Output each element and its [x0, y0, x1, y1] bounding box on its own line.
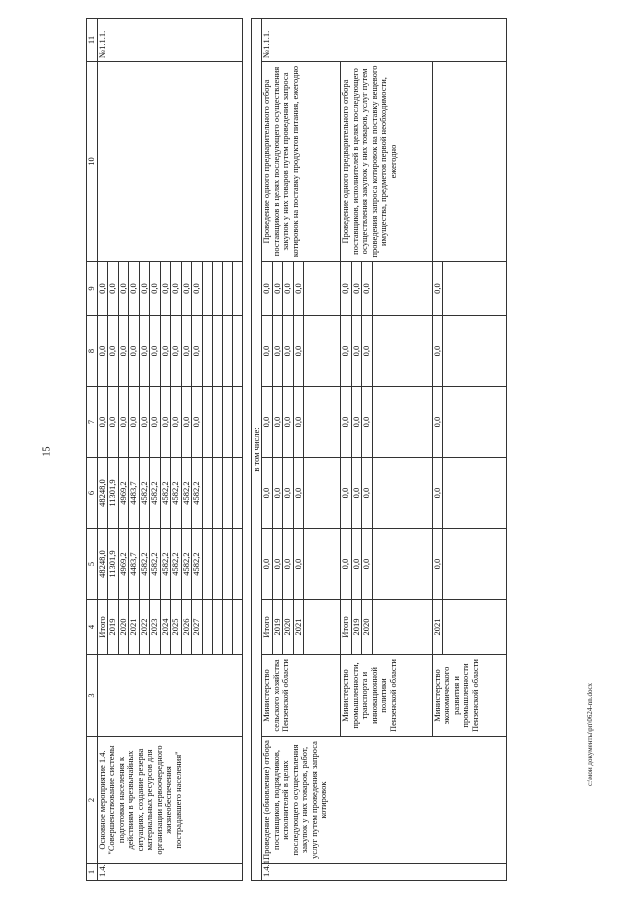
- empty-cell: [232, 600, 242, 655]
- empty-cell: [212, 600, 222, 655]
- empty-cell: [304, 387, 341, 458]
- value-cell: 0,0: [262, 529, 273, 600]
- table-row: [97, 19, 108, 881]
- value-cell: 0,0: [362, 529, 373, 600]
- value-cell: 0,0: [362, 458, 373, 529]
- executor-cell: Министерство сельского хозяйства Пензенской области: [262, 655, 341, 737]
- empty-cell: [232, 529, 242, 600]
- file-path-footer: c:\мои документы\рп\0624-nn.docx: [586, 682, 594, 786]
- value-cell: 0,0: [341, 529, 352, 600]
- value-cell: 0,0: [150, 316, 161, 387]
- value-cell: 48248,0: [97, 529, 108, 600]
- value-cell: 11301,9: [108, 529, 119, 600]
- value-cell: 0,0: [351, 316, 362, 387]
- value-cell: 4582,2: [150, 529, 161, 600]
- value-cell: 0,0: [432, 387, 443, 458]
- result-cell: Проведение одного предварительного отбора поставщиков в целях последующего осуществления закупок у них товаров путем проведения запроса котировок на поставку продуктов питания, ежегодно: [262, 62, 341, 262]
- value-cell: 4582,2: [192, 529, 203, 600]
- value-cell: 2027: [192, 600, 203, 655]
- event-name: Основное мероприятие 1.4. "Совершенствование системы подготовки населения к действиям в чрезвычайных ситуациях, создание резерва материальных ресурсов для организации первоочередного жизнеобеспечения пострадавшего населения": [97, 737, 242, 864]
- empty-cell: [372, 529, 432, 600]
- empty-cell: [212, 458, 222, 529]
- value-cell: 0,0: [129, 316, 140, 387]
- value-cell: 0,0: [150, 387, 161, 458]
- value-cell: 2024: [160, 600, 171, 655]
- col-header: 3: [87, 655, 98, 737]
- value-cell: 2021: [432, 600, 443, 655]
- indicator-cell: №1.1.1.: [97, 19, 242, 62]
- value-cell: 0,0: [362, 387, 373, 458]
- row-number: 1.4.1.: [262, 864, 507, 881]
- empty-cell: [304, 316, 341, 387]
- empty-cell: [202, 529, 212, 600]
- value-cell: 0,0: [432, 529, 443, 600]
- value-cell: 0,0: [118, 316, 129, 387]
- value-cell: 2023: [150, 600, 161, 655]
- executor-cell: Министерство промышленности, транспорта и инновационной политики Пензенской области: [341, 655, 433, 737]
- spacer: [242, 19, 251, 881]
- value-cell: 2019: [351, 600, 362, 655]
- value-cell: 0,0: [192, 262, 203, 316]
- value-cell: 4483,7: [129, 529, 140, 600]
- empty-cell: [304, 600, 341, 655]
- value-cell: 0,0: [129, 262, 140, 316]
- empty-cell: [222, 262, 232, 316]
- value-cell: 0,0: [283, 262, 294, 316]
- value-cell: 0,0: [272, 387, 283, 458]
- value-cell: 4582,2: [181, 458, 192, 529]
- col-header: 8: [87, 316, 98, 387]
- value-cell: 0,0: [293, 458, 304, 529]
- value-cell: 0,0: [283, 529, 294, 600]
- empty-cell: [222, 458, 232, 529]
- value-cell: 4582,2: [139, 458, 150, 529]
- value-cell: 0,0: [171, 387, 182, 458]
- value-cell: 2020: [283, 600, 294, 655]
- value-cell: 4582,2: [171, 529, 182, 600]
- empty-cell: [232, 458, 242, 529]
- value-cell: 0,0: [108, 262, 119, 316]
- value-cell: 0,0: [262, 262, 273, 316]
- empty-cell: [304, 529, 341, 600]
- col-header: 10: [87, 62, 98, 262]
- value-cell: 0,0: [139, 316, 150, 387]
- result-cell: [97, 62, 242, 262]
- value-cell: 4582,2: [192, 458, 203, 529]
- event-name: Проведение (обновление) отбора поставщиков, подрядчиков, исполнителей в целях последующего осуществления закупок у них товаров, работ, услуг путем проведения запроса котировок: [262, 737, 507, 864]
- value-cell: 0,0: [293, 262, 304, 316]
- value-cell: Итого: [97, 600, 108, 655]
- in-total-label: в том числе:: [251, 19, 262, 881]
- value-cell: 0,0: [262, 458, 273, 529]
- value-cell: 0,0: [293, 316, 304, 387]
- empty-cell: [202, 316, 212, 387]
- value-cell: 0,0: [171, 262, 182, 316]
- value-cell: 0,0: [351, 529, 362, 600]
- col-header: 6: [87, 458, 98, 529]
- empty-cell: [232, 262, 242, 316]
- value-cell: 2020: [362, 600, 373, 655]
- value-cell: 2021: [293, 600, 304, 655]
- value-cell: 0,0: [192, 316, 203, 387]
- empty-cell: [222, 529, 232, 600]
- section-1-4: [97, 19, 242, 881]
- empty-cell: [222, 600, 232, 655]
- value-cell: Итого: [262, 600, 273, 655]
- value-cell: 4582,2: [150, 458, 161, 529]
- empty-cell: [372, 600, 432, 655]
- col-header: 4: [87, 600, 98, 655]
- value-cell: 0,0: [293, 529, 304, 600]
- value-cell: 0,0: [432, 262, 443, 316]
- col-header: 7: [87, 387, 98, 458]
- empty-cell: [443, 458, 507, 529]
- executor-cell: Министерство экономического развития и промышленности Пензенской области: [432, 655, 507, 737]
- value-cell: 0,0: [351, 262, 362, 316]
- empty-cell: [212, 387, 222, 458]
- value-cell: 0,0: [160, 387, 171, 458]
- row-number: 1.4.: [97, 864, 242, 881]
- value-cell: 4582,2: [160, 529, 171, 600]
- value-cell: 0,0: [283, 458, 294, 529]
- in-total-row: [251, 19, 262, 881]
- value-cell: 2020: [118, 600, 129, 655]
- value-cell: 0,0: [341, 316, 352, 387]
- empty-cell: [443, 529, 507, 600]
- empty-cell: [222, 387, 232, 458]
- value-cell: 4969,2: [118, 458, 129, 529]
- value-cell: 0,0: [341, 262, 352, 316]
- empty-cell: [212, 529, 222, 600]
- value-cell: 0,0: [351, 458, 362, 529]
- value-cell: 0,0: [139, 262, 150, 316]
- value-cell: Итого: [341, 600, 352, 655]
- empty-cell: [202, 600, 212, 655]
- col-header: 5: [87, 529, 98, 600]
- empty-cell: [443, 387, 507, 458]
- value-cell: 0,0: [97, 316, 108, 387]
- result-cell: Проведение одного предварительного отбора поставщиков, исполнителей в целях последующего осуществления закупок у них товаров, услуг путем проведения запроса котировок на поставку вещевого имущества, предметов первой необходимости, ежегодно: [341, 62, 433, 262]
- value-cell: 2026: [181, 600, 192, 655]
- col-header: 1: [87, 864, 98, 881]
- header-row: [87, 19, 98, 881]
- value-cell: 48248,0: [97, 458, 108, 529]
- value-cell: 0,0: [362, 262, 373, 316]
- table-row: [262, 19, 273, 881]
- value-cell: 4582,2: [139, 529, 150, 600]
- value-cell: 0,0: [272, 529, 283, 600]
- empty-cell: [232, 316, 242, 387]
- value-cell: 0,0: [97, 387, 108, 458]
- executor-cell: [97, 655, 242, 737]
- empty-cell: [202, 458, 212, 529]
- value-cell: 0,0: [362, 316, 373, 387]
- value-cell: 0,0: [181, 262, 192, 316]
- value-cell: 0,0: [181, 387, 192, 458]
- value-cell: 4483,7: [129, 458, 140, 529]
- value-cell: 11301,9: [108, 458, 119, 529]
- value-cell: 0,0: [139, 387, 150, 458]
- value-cell: 0,0: [118, 262, 129, 316]
- value-cell: 0,0: [283, 316, 294, 387]
- empty-cell: [304, 262, 341, 316]
- value-cell: 4582,2: [181, 529, 192, 600]
- empty-cell: [212, 316, 222, 387]
- value-cell: 0,0: [341, 458, 352, 529]
- value-cell: 0,0: [272, 262, 283, 316]
- value-cell: 0,0: [192, 387, 203, 458]
- value-cell: 0,0: [283, 387, 294, 458]
- value-cell: 0,0: [341, 387, 352, 458]
- value-cell: 2021: [129, 600, 140, 655]
- budget-table: [86, 18, 507, 881]
- value-cell: 0,0: [118, 387, 129, 458]
- empty-cell: [372, 387, 432, 458]
- value-cell: 0,0: [272, 458, 283, 529]
- value-cell: 0,0: [129, 387, 140, 458]
- value-cell: 0,0: [262, 316, 273, 387]
- value-cell: 4582,2: [160, 458, 171, 529]
- page-number: 15: [41, 446, 53, 457]
- value-cell: 0,0: [432, 316, 443, 387]
- empty-cell: [304, 458, 341, 529]
- value-cell: 2019: [272, 600, 283, 655]
- value-cell: 2022: [139, 600, 150, 655]
- empty-cell: [222, 316, 232, 387]
- value-cell: 2019: [108, 600, 119, 655]
- value-cell: 0,0: [293, 387, 304, 458]
- indicator-cell: №1.1.1.: [262, 19, 507, 62]
- col-header: 2: [87, 737, 98, 864]
- empty-cell: [372, 458, 432, 529]
- empty-cell: [202, 262, 212, 316]
- value-cell: 0,0: [108, 387, 119, 458]
- empty-cell: [372, 262, 432, 316]
- value-cell: 2025: [171, 600, 182, 655]
- rotated-table-container: [86, 19, 630, 881]
- empty-cell: [202, 387, 212, 458]
- col-header: 9: [87, 262, 98, 316]
- empty-cell: [232, 387, 242, 458]
- value-cell: 0,0: [432, 458, 443, 529]
- col-header: 11: [87, 19, 98, 62]
- empty-cell: [372, 316, 432, 387]
- value-cell: 0,0: [97, 262, 108, 316]
- empty-cell: [443, 600, 507, 655]
- empty-cell: [443, 262, 507, 316]
- value-cell: 0,0: [181, 316, 192, 387]
- value-cell: 4582,2: [171, 458, 182, 529]
- value-cell: 0,0: [262, 387, 273, 458]
- section-1-4-1: [262, 19, 507, 881]
- value-cell: 0,0: [171, 316, 182, 387]
- value-cell: 0,0: [108, 316, 119, 387]
- value-cell: 0,0: [351, 387, 362, 458]
- empty-cell: [443, 316, 507, 387]
- value-cell: 4969,2: [118, 529, 129, 600]
- value-cell: 0,0: [150, 262, 161, 316]
- result-cell: [432, 62, 507, 262]
- empty-cell: [212, 262, 222, 316]
- value-cell: 0,0: [160, 316, 171, 387]
- value-cell: 0,0: [272, 316, 283, 387]
- value-cell: 0,0: [160, 262, 171, 316]
